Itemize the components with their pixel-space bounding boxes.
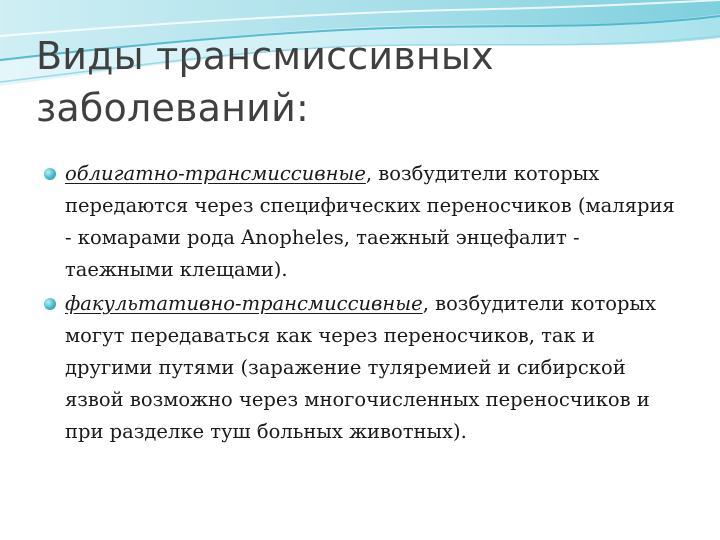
bullet-text: , возбудители которых могут передаваться как через переносчиков, так и другими путями (заражение туляремией и сибирской язвой возможно через многочисленных переносчиков и при разделке туш больных животных). [65,292,657,443]
bullet-dot-icon [44,298,56,310]
bullet-list [44,158,684,450]
bullet-item-obligate [44,158,684,286]
bullet-item-facultative [44,288,684,448]
bullet-term: факультативно-трансмиссивные [65,292,423,315]
slide-title [36,30,696,134]
bullet-text: , возбудители которых передаются через специфических переносчиков (малярия - комарами рода Anopheles, таежный энцефалит - таежными клещами). [65,162,675,281]
slide-title-line-1: Виды трансмиссивных [36,34,494,78]
slide-title-line-2: заболеваний: [36,86,309,130]
bullet-dot-icon [44,168,56,180]
bullet-term: облигатно-трансмиссивные [65,162,366,185]
